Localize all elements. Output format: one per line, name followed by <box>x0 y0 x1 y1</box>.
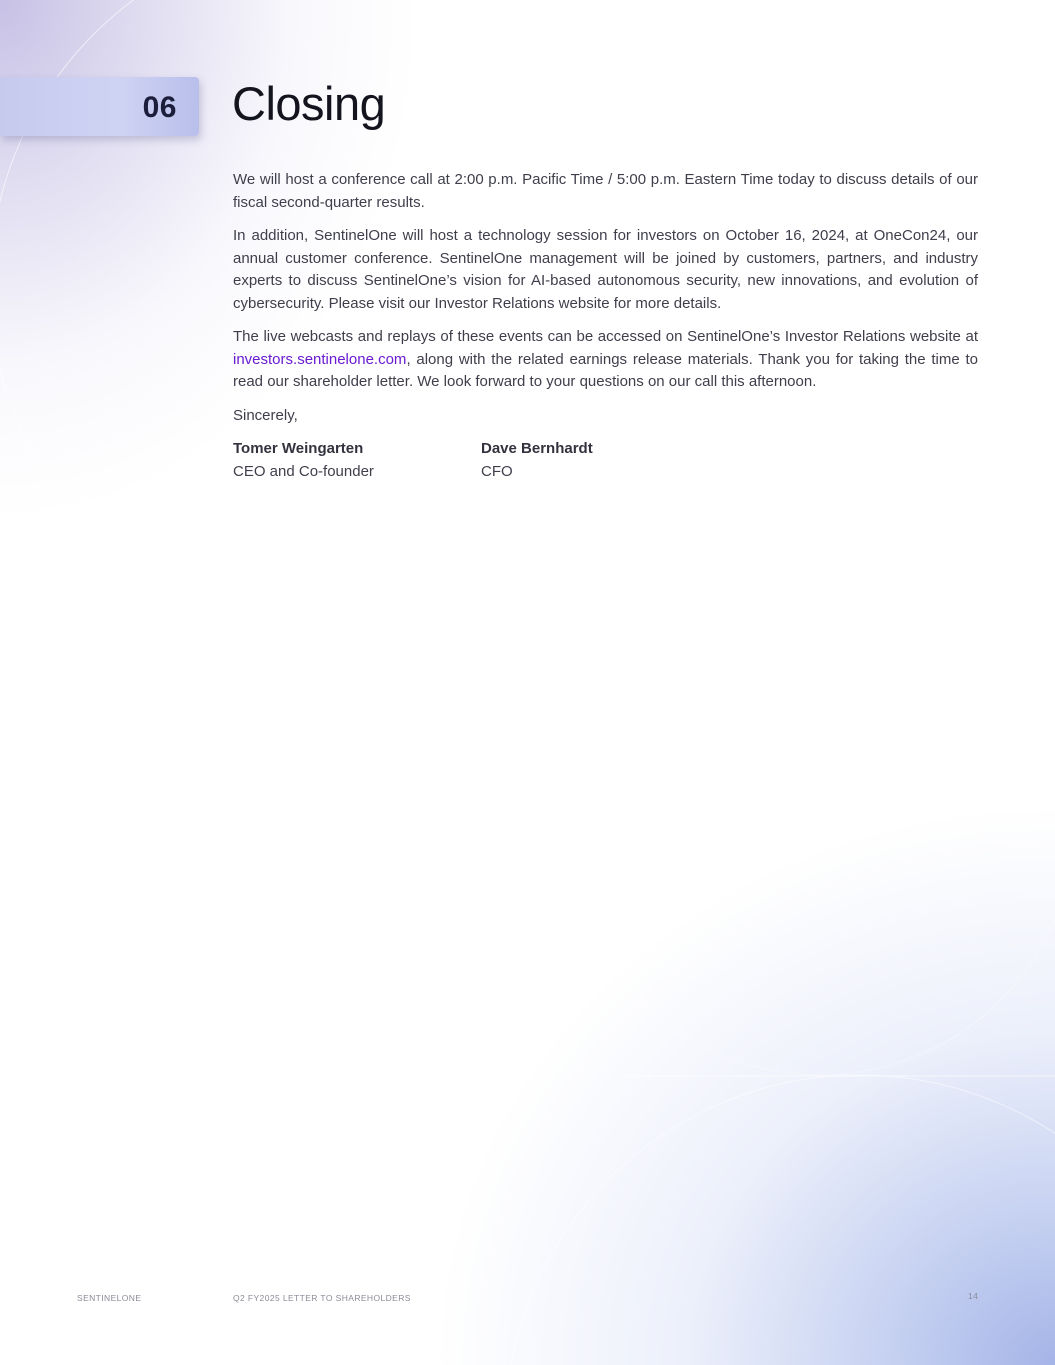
paragraph-conference-call: We will host a conference call at 2:00 p.m. Pacific Time / 5:00 p.m. Eastern Time today to discuss details of our fiscal second-quarter results. <box>233 171 978 211</box>
footer-document-title: Q2 FY2025 LETTER TO SHAREHOLDERS <box>233 1293 411 1303</box>
webcasts-text-end: , along with the related earnings release materials. Thank you for taking the time to read our shareholder letter. We look forward to your questions on our call this afternoon. <box>233 350 978 390</box>
closing-salutation: Sincerely, <box>233 406 298 424</box>
signature-ceo <box>233 438 374 483</box>
footer-page-number: 14 <box>968 1291 979 1301</box>
signature-role: CFO <box>481 462 513 480</box>
signature-name: Tomer Weingarten <box>233 440 364 457</box>
signature-block <box>233 438 978 484</box>
section-number-tab <box>0 77 199 136</box>
paragraph-technology-session: In addition, SentinelOne will host a technology session for investors on October 16, 2024, at OneCon24, our annual customer conference. SentinelOne management will be joined by customers, partners, and industry experts to discuss SentinelOne’s vision for AI-based autonomous security, new innovations, and evolution of cybersecurity. Please visit our Investor Relations website for more details. <box>233 227 978 312</box>
paragraph-webcasts <box>233 326 978 394</box>
signature-role: CEO and Co-founder <box>233 462 374 480</box>
page-title: Closing <box>232 77 386 130</box>
signature-cfo <box>481 438 593 483</box>
section-number: 06 <box>142 91 177 124</box>
investor-relations-link[interactable]: investors.sentinelone.com <box>233 350 407 368</box>
letter-body <box>233 169 978 484</box>
footer-brand: SENTINELONE <box>77 1293 142 1303</box>
webcasts-text-start: The live webcasts and replays of these events can be accessed on SentinelOne’s Investor Relations website at <box>233 328 978 345</box>
signature-name: Dave Bernhardt <box>481 440 593 457</box>
